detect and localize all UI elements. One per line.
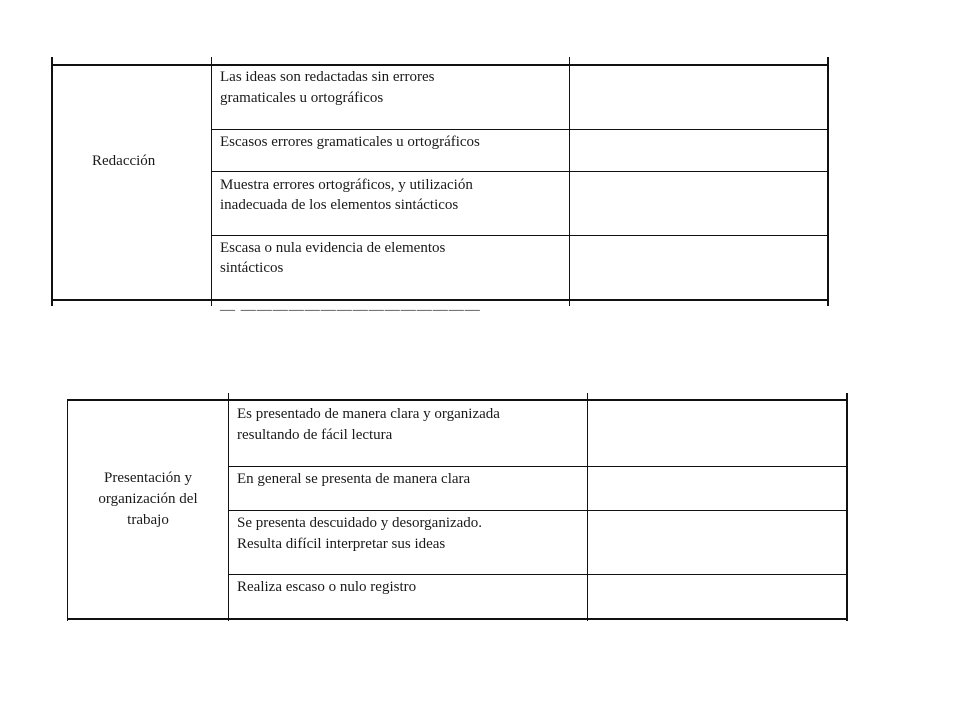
table2-category-line1: Presentación y	[104, 470, 192, 486]
table1-col-divider-1	[211, 57, 212, 306]
table1-cropped-text-sliver: — ———————————————	[220, 302, 481, 318]
table2-row-divider-1	[228, 466, 848, 467]
table1-col-divider-2	[569, 57, 570, 306]
table1-row-divider-1	[211, 129, 829, 130]
table2-row3-line1: Se presenta descuidado y desorganizado.	[237, 515, 483, 531]
table1-row-divider-2	[211, 171, 829, 172]
table1-category: Redacción	[92, 153, 156, 169]
table1-row4-line2: sintácticos	[220, 260, 284, 276]
table2-row2-line1: En general se presenta de manera clara	[237, 471, 471, 487]
table1-row3-line1: Muestra errores ortográficos, y utilización	[220, 177, 473, 193]
table1-left-border	[51, 57, 53, 306]
table2-row1-line1: Es presentado de manera clara y organizada	[237, 406, 500, 422]
table2-col-divider-2	[587, 393, 588, 621]
table1-top-border	[51, 64, 829, 66]
table2-right-border	[846, 393, 848, 621]
table2-row-divider-3	[228, 574, 848, 575]
table2-row3-line2: Resulta difícil interpretar sus ideas	[237, 536, 446, 552]
table2-category-line3: trabajo	[127, 512, 169, 528]
table1-right-border	[827, 57, 829, 306]
table1-row-divider-3	[211, 235, 829, 236]
table2-row1-line2: resultando de fácil lectura	[237, 427, 393, 443]
table1-row2-line1: Escasos errores gramaticales u ortográficos	[220, 134, 480, 150]
table1-row1-line2: gramaticales u ortográficos	[220, 90, 384, 106]
table2-row4-line1: Realiza escaso o nulo registro	[237, 579, 417, 595]
table1-row4-line1: Escasa o nula evidencia de elementos	[220, 240, 446, 256]
table1-row1-line1: Las ideas son redactadas sin errores	[220, 69, 435, 85]
table2-col-divider-1	[228, 393, 229, 621]
table2-row-divider-2	[228, 510, 848, 511]
table2-category-line2: organización del	[98, 491, 198, 507]
table1-row3-line2: inadecuada de los elementos sintácticos	[220, 197, 459, 213]
table2-bottom-border	[67, 618, 848, 620]
table2-top-border	[67, 399, 848, 401]
